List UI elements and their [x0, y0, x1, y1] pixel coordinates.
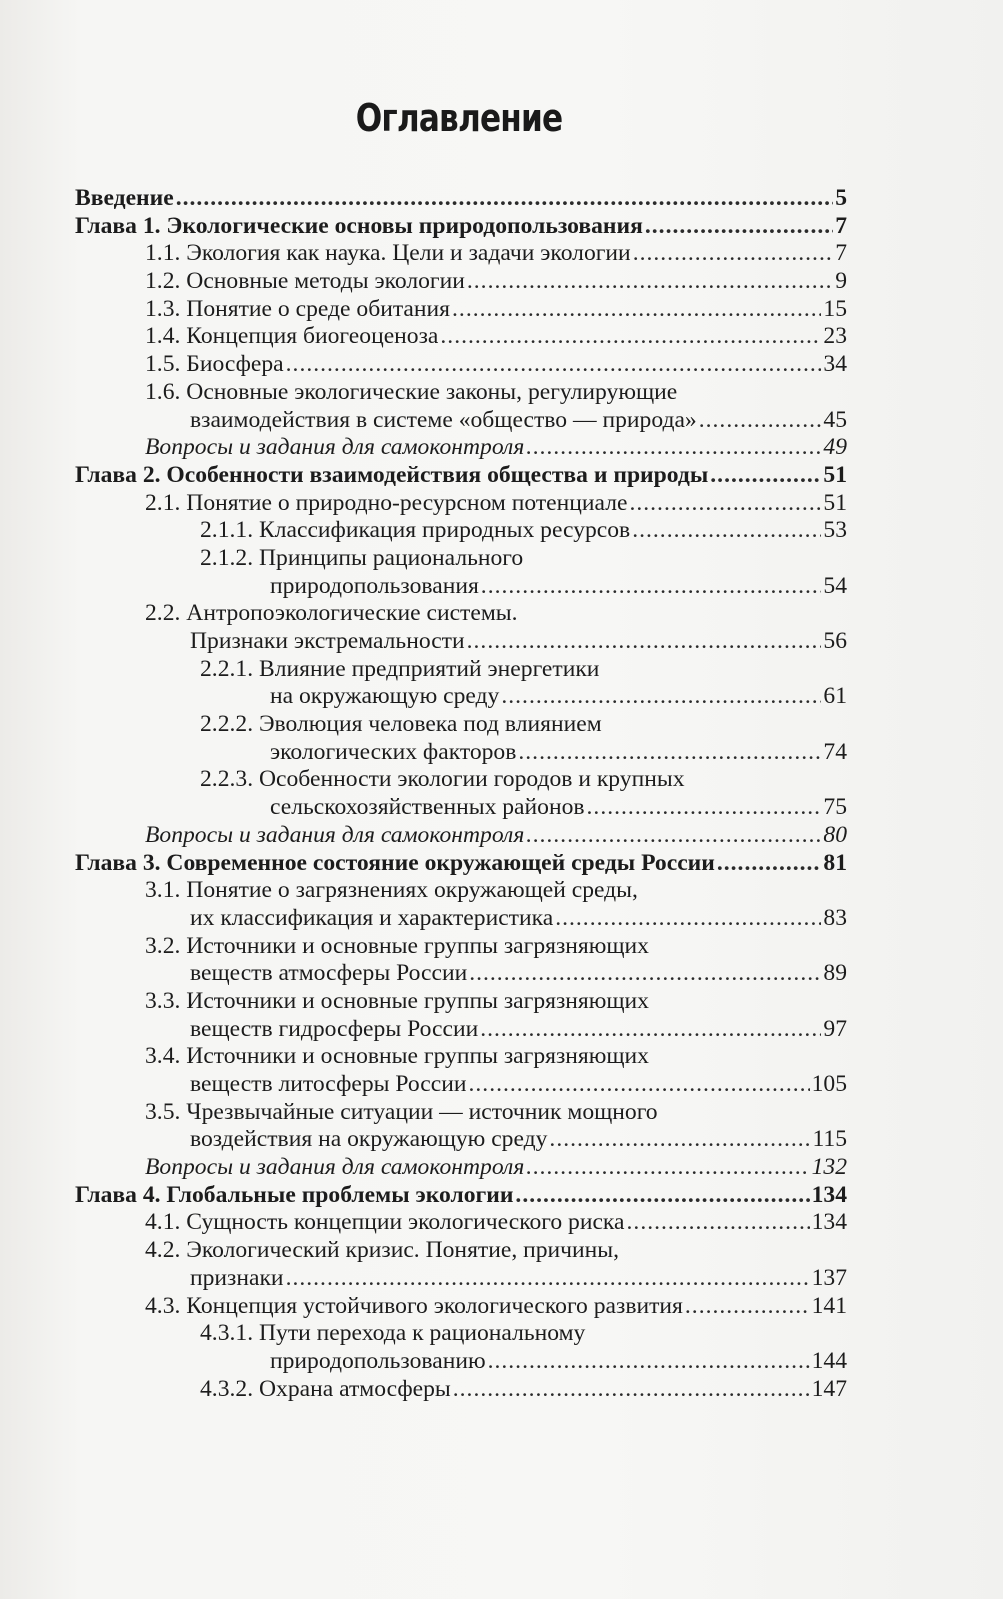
leader-dots [526, 434, 821, 462]
toc-entry-title: 2.2.2. Эволюция человека под влиянием [200, 711, 602, 738]
page-number: 7 [835, 240, 847, 267]
toc-entry-title-cont: признаки [190, 1264, 284, 1291]
toc-line [75, 1348, 847, 1376]
toc-entry [75, 877, 847, 932]
toc-entry [75, 268, 847, 296]
page-number: 15 [823, 295, 847, 322]
leader-dots [286, 351, 822, 379]
page-number: 51 [823, 489, 847, 516]
toc-line [75, 794, 847, 822]
toc-entry [75, 240, 847, 268]
leader-dots [480, 1016, 821, 1044]
page-number: 54 [823, 572, 847, 599]
toc-entry [75, 850, 847, 878]
toc-line [75, 462, 847, 490]
toc-entry-title: 2.2.1. Влияние предприятий энергетики [200, 655, 600, 682]
toc-entry-title-cont: их классификация и характеристика [190, 904, 554, 931]
toc-entry-title: 1.1. Экология как наука. Цели и задачи экологии [145, 240, 631, 267]
page-number: 56 [823, 628, 847, 654]
toc-line [75, 434, 847, 462]
toc-line [75, 573, 847, 601]
leader-dots [633, 240, 834, 268]
toc-entry-title-cont: природопользования [270, 572, 479, 599]
toc-entry-title-cont: Признаки экстремальности [190, 628, 465, 654]
toc-line [75, 268, 847, 296]
toc-entry-title: Введение [75, 185, 174, 211]
leader-dots [629, 490, 821, 518]
leader-dots [645, 213, 833, 241]
page-number: 61 [823, 683, 847, 710]
toc-line [75, 213, 847, 241]
toc-entry [75, 379, 847, 434]
toc-entry-title: Глава 4. Глобальные проблемы экологии [75, 1181, 514, 1208]
toc-entry-title: 4.2. Экологический кризис. Понятие, причины, [145, 1237, 620, 1264]
toc-entry-title-cont: воздействия на окружающую среду [190, 1126, 548, 1153]
toc-entry-title: 3.1. Понятие о загрязнениях окружающей среды, [145, 877, 638, 904]
leader-dots [717, 850, 822, 878]
toc-entry [75, 213, 847, 241]
toc-line [75, 351, 847, 379]
page-number: 34 [823, 351, 847, 378]
page-number: 137 [811, 1264, 847, 1291]
toc-entry-title: 3.3. Источники и основные группы загрязняющих [145, 987, 649, 1014]
toc-line [75, 822, 847, 850]
toc-line [75, 739, 847, 767]
leader-dots [469, 1071, 810, 1099]
toc-entry-title-cont: веществ литосферы России [190, 1071, 467, 1097]
toc-entry-title: Вопросы и задания для самоконтроля [145, 821, 525, 848]
toc-entry-title: 3.5. Чрезвычайные ситуации — источник мощного [145, 1098, 658, 1125]
toc-entry-title-cont: природопользованию [270, 1347, 486, 1374]
leader-dots [467, 628, 822, 656]
leader-dots [469, 960, 821, 988]
toc-entry [75, 933, 847, 988]
toc-entry [75, 988, 847, 1043]
toc-entry-title: 4.3.2. Охрана атмосферы [200, 1375, 451, 1402]
toc-entry-title-cont: экологических факторов [270, 738, 517, 765]
toc-entry [75, 185, 847, 213]
leader-dots [488, 1348, 810, 1376]
toc-entry-title: Вопросы и задания для самоконтроля [145, 434, 525, 461]
toc-entry-title-cont: сельскохозяйственных районов [270, 794, 585, 821]
toc-line [75, 1126, 847, 1154]
toc-entry-title-cont: взаимодействия в системе «общество — природа» [190, 406, 697, 433]
leader-dots [440, 323, 821, 351]
toc-line [75, 240, 847, 268]
page-number: 75 [823, 794, 847, 821]
leader-dots [632, 517, 821, 545]
toc-entry [75, 490, 847, 518]
toc-entry [75, 1182, 847, 1210]
page-number: 81 [823, 849, 847, 876]
page-number: 23 [823, 323, 847, 350]
toc-entry [75, 1237, 847, 1292]
leader-dots [549, 1126, 810, 1154]
toc-entry-title: 1.4. Концепция биогеоценоза [145, 323, 439, 350]
leader-dots [627, 1209, 810, 1237]
leader-dots [481, 573, 822, 601]
toc-line [75, 185, 847, 213]
toc-entry [75, 545, 847, 600]
toc-entry-title: 2.2. Антропоэкологические системы. [145, 600, 518, 627]
toc-entry-title: Глава 1. Экологические основы природопользования [75, 212, 643, 239]
page-number: 5 [835, 185, 847, 211]
toc-entry-title: 1.5. Биосфера [145, 351, 284, 378]
toc-entry [75, 434, 847, 462]
toc-entry-title-cont: веществ атмосферы России [190, 960, 468, 987]
toc-entry-title: Вопросы и задания для самоконтроля [145, 1154, 525, 1181]
toc-entry-title: 4.1. Сущность концепции экологического риска [145, 1209, 625, 1236]
page-number: 144 [811, 1347, 847, 1374]
page-number: 97 [823, 1015, 847, 1042]
toc-line [75, 1265, 847, 1293]
page-number: 9 [835, 268, 847, 295]
toc-entry-title: 1.3. Понятие о среде обитания [145, 295, 451, 322]
table-of-contents [75, 185, 847, 1403]
toc-entry [75, 323, 847, 351]
toc-line [75, 628, 847, 656]
page-number: 53 [823, 517, 847, 544]
leader-dots [515, 1182, 809, 1210]
toc-entry [75, 517, 847, 545]
toc-entry-title: 3.2. Источники и основные группы загрязняющих [145, 932, 649, 959]
toc-entry-title: Глава 2. Особенности взаимодействия общества и природы [75, 461, 709, 488]
page-number: 141 [811, 1292, 847, 1319]
toc-entry [75, 1293, 847, 1321]
leader-dots [526, 1154, 809, 1182]
toc-line [75, 407, 847, 435]
toc-entry [75, 296, 847, 324]
leader-dots [587, 794, 822, 822]
leader-dots [699, 407, 822, 435]
toc-line [75, 1182, 847, 1210]
toc-line [75, 323, 847, 351]
toc-entry-title: 4.3.1. Пути перехода к рациональному [200, 1320, 586, 1347]
page-number: 134 [811, 1181, 847, 1208]
leader-dots [453, 1376, 810, 1404]
toc-line [75, 1071, 847, 1099]
toc-entry [75, 766, 847, 821]
leader-dots [501, 683, 821, 711]
leader-dots [710, 462, 821, 490]
toc-entry-title: 1.6. Основные экологические законы, регулирующие [145, 378, 678, 405]
page-number: 115 [812, 1126, 847, 1153]
toc-entry [75, 711, 847, 766]
toc-entry-title: 2.1.2. Принципы рационального [200, 544, 524, 571]
toc-line [75, 850, 847, 878]
toc-entry [75, 1099, 847, 1154]
toc-line [75, 1209, 847, 1237]
toc-line [75, 1376, 847, 1404]
toc-entry-title: 2.2.3. Особенности экологии городов и крупных [200, 766, 685, 793]
page-number: 105 [811, 1071, 847, 1097]
toc-entry-title: 2.1. Понятие о природно-ресурсном потенциале [145, 489, 628, 516]
toc-line [75, 683, 847, 711]
toc-entry [75, 1320, 847, 1375]
toc-entry-title: Глава 3. Современное состояние окружающей среды России [75, 849, 715, 876]
leader-dots [685, 1293, 810, 1321]
toc-line [75, 296, 847, 324]
toc-entry-title: 3.4. Источники и основные группы загрязняющих [145, 1043, 649, 1070]
toc-entry [75, 822, 847, 850]
page-number: 74 [823, 738, 847, 765]
toc-entry [75, 1376, 847, 1404]
toc-line [75, 490, 847, 518]
toc-entry-title-cont: на окружающую среду [270, 683, 500, 710]
toc-line [75, 905, 847, 933]
page-number: 89 [823, 960, 847, 987]
page-number: 132 [811, 1154, 847, 1181]
toc-entry [75, 462, 847, 490]
toc-line [75, 1293, 847, 1321]
toc-entry-title: 4.3. Концепция устойчивого экологического развития [145, 1292, 683, 1319]
leader-dots [518, 739, 821, 767]
page-number: 147 [811, 1375, 847, 1402]
page-number: 51 [823, 461, 847, 488]
leader-dots [176, 185, 833, 213]
leader-dots [286, 1265, 810, 1293]
toc-line [75, 1016, 847, 1044]
toc-entry-title: 1.2. Основные методы экологии [145, 268, 465, 295]
toc-line [75, 517, 847, 545]
toc-line [75, 1154, 847, 1182]
page-number: 80 [823, 821, 847, 848]
toc-entry [75, 656, 847, 711]
toc-line [75, 960, 847, 988]
toc-entry [75, 1154, 847, 1182]
toc-entry [75, 600, 847, 655]
toc-entry [75, 351, 847, 379]
toc-entry [75, 1209, 847, 1237]
page-number: 7 [835, 212, 847, 239]
leader-dots [555, 905, 821, 933]
page-title: Оглавление [355, 96, 563, 140]
leader-dots [526, 822, 821, 850]
toc-entry-title-cont: веществ гидросферы России [190, 1015, 479, 1042]
page-number: 134 [811, 1209, 847, 1236]
toc-entry [75, 1043, 847, 1098]
page-number: 83 [823, 904, 847, 931]
page-number: 49 [823, 434, 847, 461]
leader-dots [452, 296, 821, 324]
page-number: 45 [823, 406, 847, 433]
toc-entry-title: 2.1.1. Классификация природных ресурсов [200, 517, 631, 544]
leader-dots [467, 268, 833, 296]
